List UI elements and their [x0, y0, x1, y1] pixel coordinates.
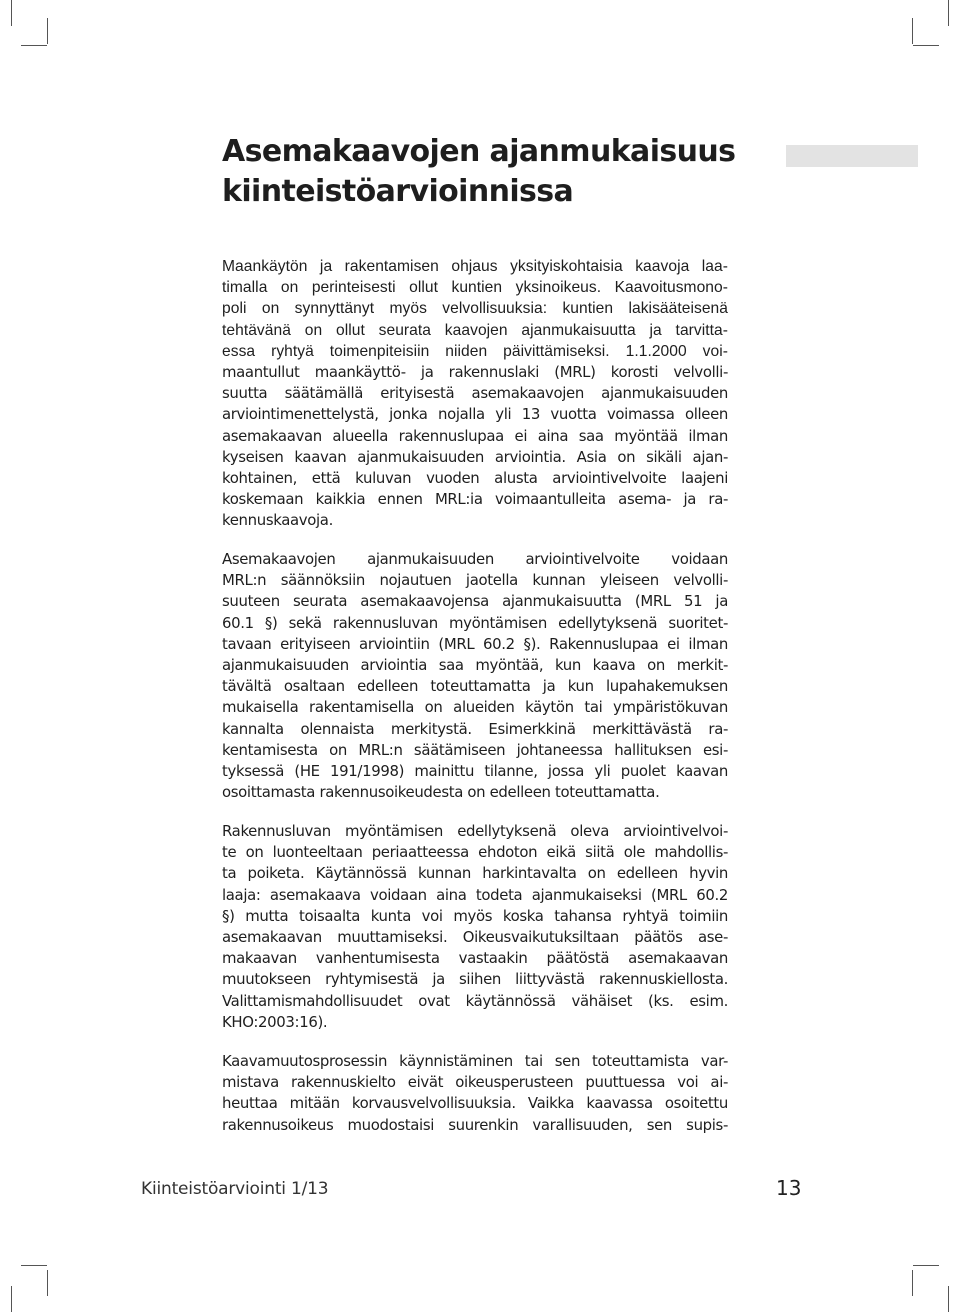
text-line: Kaavamuutosprosessin käynnistäminen tai sen toteuttamista var- — [222, 1052, 728, 1070]
text-line: Valittamismahdollisuudet ovat käytännössä vähäiset (ks. esim. — [222, 991, 728, 1010]
text-line: tehtävänä on ollut seurata kaavojen ajanmukaisuutta ja tarvitta- — [222, 321, 728, 339]
crop-mark — [11, 1286, 12, 1312]
paragraph-2 — [222, 549, 728, 803]
paragraph-intro-continued — [222, 362, 728, 532]
crop-mark — [913, 1265, 939, 1266]
title-line: kiinteistöarvioinnissa — [222, 174, 574, 209]
crop-mark — [11, 0, 12, 26]
crop-mark — [21, 45, 47, 46]
paragraph-intro — [222, 256, 728, 362]
text-line: osoittamasta rakennusoikeudesta on edelleen toteuttamatta. — [222, 783, 660, 802]
text-line: kannalta olennaista merkitystä. Esimerkkinä merkittävästä ra- — [222, 719, 728, 738]
text-line: kentamisesta on MRL:n säätämiseen johtaneessa hallituksen esi- — [222, 740, 728, 759]
text-line: tyksessä (HE 191/1998) mainittu tilanne, jossa yli puolet kaavan — [222, 762, 728, 781]
text-line: kohtainen, että kuluvan vuoden alusta arviointivelvoite laajeni — [222, 469, 728, 488]
text-line: Rakennusluvan myöntämisen edellytyksenä oleva arviointivelvoi- — [222, 822, 728, 840]
text-line: muutokseen ryhtymisestä ja siihen liittyvästä rakennuskiellosta. — [222, 970, 728, 989]
text-line: suutta säätämällä erityisestä asemakaavojen ajanmukaisuuden — [222, 384, 728, 403]
text-line: rakennusoikeus muodostaisi suurenkin varallisuuden, sen supis- — [222, 1115, 728, 1134]
section-tab-marker — [786, 145, 918, 167]
text-line: Maankäytön ja rakentamisen ohjaus yksityiskohtaisia kaavoja laa- — [222, 258, 728, 275]
footer-journal-name: Kiinteistöarviointi 1/13 — [141, 1179, 329, 1199]
footer-page-number: 13 — [776, 1176, 802, 1200]
text-line: poli on synnyttänyt myös velvollisuuksia: kuntien lakisääteisenä — [222, 300, 728, 318]
crop-mark — [912, 18, 913, 44]
text-line: Asemakaavojen ajanmukaisuuden arviointivelvoite voidaan — [222, 550, 728, 568]
paragraph-4 — [222, 1051, 728, 1136]
text-line: te on luonteeltaan periaatteessa ehdoton eikä siitä ole mahdollis- — [222, 843, 728, 862]
text-line: tävältä osaltaan edelleen toteuttamatta ja kun lupahakemuksen — [222, 677, 728, 696]
text-line: asemakaavan muuttamiseksi. Oikeusvaikutuksiltaan päätös ase- — [222, 928, 728, 947]
title-line: Asemakaavojen ajanmukaisuus — [222, 134, 736, 169]
text-line: suuteen seurata asemakaavojensa ajanmukaisuutta (MRL 51 ja — [222, 592, 728, 611]
text-line: kennuskaavoja. — [222, 511, 333, 530]
text-line: koskemaan kaikkia ennen MRL:ia voimaantulleita asema- ja ra- — [222, 490, 728, 509]
text-line: KHO:2003:16). — [222, 1012, 328, 1031]
text-line: §) mutta toisaalta kunta voi myös koska tahansa ryhtyä toimiin — [222, 906, 728, 925]
text-line: maantullut maankäyttö- ja rakennuslaki (MRL) korosti velvolli- — [222, 363, 728, 381]
text-line: ta poiketa. Käytännössä kunnan harkintavalta on edelleen hyvin — [222, 864, 728, 883]
crop-mark — [21, 1265, 47, 1266]
crop-mark — [948, 1286, 949, 1312]
text-line: mistava rakennuskielto eivät oikeusperusteen puuttuessa voi ai- — [222, 1073, 728, 1092]
crop-mark — [47, 18, 48, 44]
text-line: kyseisen kaavan ajanmukaisuuden arviointia. Asia on sikäli ajan- — [222, 447, 728, 466]
text-line: laaja: asemakaava voidaan aina todeta ajanmukaiseksi (MRL 60.2 — [222, 885, 728, 904]
crop-mark — [913, 45, 939, 46]
text-line: arviointimenettelystä, jonka nojalla yli 13 vuotta voimassa olleen — [222, 405, 728, 424]
crop-mark — [47, 1270, 48, 1296]
article-title — [222, 132, 735, 212]
text-line: ajanmukaisuuden arviointia saa myöntää, kun kaava on merkit- — [222, 656, 728, 675]
text-line: 60.1 §) sekä rakennusluvan myöntämisen edellytyksenä suoritet- — [222, 613, 728, 632]
text-line: MRL:n säännöksiin nojautuen jaotella kunnan yleiseen velvolli- — [222, 571, 728, 590]
text-line: makaavan vanhentumisesta vastaakin päätöstä asemakaavan — [222, 949, 728, 968]
text-line: asemakaavan alueella rakennuslupaa ei aina saa myöntää ilman — [222, 426, 728, 445]
paragraph-3 — [222, 821, 728, 1033]
text-line: essa ryhtyä toimenpiteisiin niiden päivittämiseksi. 1.1.2000 voi- — [222, 342, 728, 360]
crop-mark — [948, 0, 949, 26]
crop-mark — [912, 1270, 913, 1296]
text-line: mukaisella rakentamisella on alueiden käytön tai ympäristökuvan — [222, 698, 728, 717]
text-line: tavaan erityiseen arviointiin (MRL 60.2 §). Rakennuslupaa ei ilman — [222, 634, 728, 653]
text-line: heuttaa mitään korvausvelvollisuuksia. Vaikka kaavassa osoitettu — [222, 1094, 728, 1113]
text-line: timalla on perinteisesti ollut kuntien yksinoikeus. Kaavoitusmono- — [222, 279, 728, 297]
